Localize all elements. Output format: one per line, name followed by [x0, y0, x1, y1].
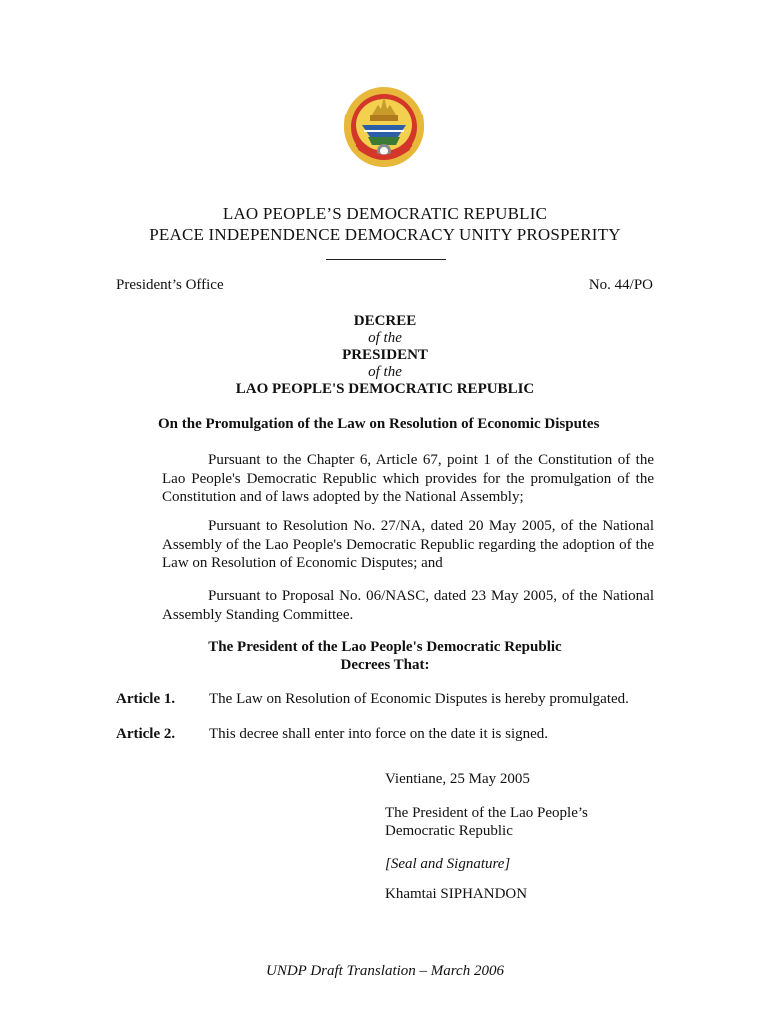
signatory-title-line1: The President of the Lao People’s — [385, 805, 588, 821]
preamble-text: Pursuant to Resolution No. 27/NA, dated 20 May 2005, of the National Assembly of the Lao People's Democratic Republic regarding the adoption of the Law on Resolution of Economic Disputes; and — [162, 518, 654, 571]
decree-title-line3: PRESIDENT — [342, 347, 428, 363]
emblem-icon — [334, 85, 434, 169]
decree-subject: On the Promulgation of the Law on Resolution of Economic Disputes — [158, 416, 600, 432]
office-label: President’s Office — [116, 277, 224, 293]
signatory-name: Khamtai SIPHANDON — [385, 886, 528, 902]
decree-title-line2: of the — [368, 330, 402, 346]
decrees-heading-line2: Decrees That: — [340, 657, 430, 673]
seal-note: [Seal and Signature] — [385, 856, 511, 872]
decree-number: No. 44/PO — [588, 277, 653, 293]
footer-note: UNDP Draft Translation – March 2006 — [266, 963, 504, 979]
article-label: Article 2. — [116, 726, 176, 742]
preamble-text: Pursuant to Proposal No. 06/NASC, dated 23 May 2005, of the National Assembly Standing Committee. — [162, 588, 654, 623]
article-label: Article 1. — [116, 691, 176, 707]
preamble-paragraph — [162, 451, 654, 507]
country-heading: LAO PEOPLE’S DEMOCRATIC REPUBLIC — [222, 204, 548, 223]
decrees-heading-line1: The President of the Lao People's Democratic Republic — [208, 639, 562, 655]
decree-title-line1: DECREE — [353, 313, 417, 329]
article-text: The Law on Resolution of Economic Disputes is hereby promulgated. — [209, 691, 629, 707]
decree-title-line4: of the — [368, 364, 402, 380]
preamble-text: Pursuant to the Chapter 6, Article 67, point 1 of the Constitution of the Lao People's Democratic Republic which provides for the promulgation of the Constitution and of laws adopted by the National Assembly; — [162, 452, 654, 505]
header-divider — [326, 259, 446, 260]
preamble-paragraph — [162, 587, 654, 624]
place-date: Vientiane, 25 May 2005 — [385, 771, 530, 787]
motto-heading: PEACE INDEPENDENCE DEMOCRACY UNITY PROSPERITY — [149, 225, 621, 244]
decree-title-line5: LAO PEOPLE'S DEMOCRATIC REPUBLIC — [235, 381, 535, 397]
preamble-paragraph — [162, 517, 654, 573]
signatory-title-line2: Democratic Republic — [385, 823, 513, 839]
national-emblem — [334, 85, 434, 169]
article-text: This decree shall enter into force on the date it is signed. — [209, 726, 549, 742]
